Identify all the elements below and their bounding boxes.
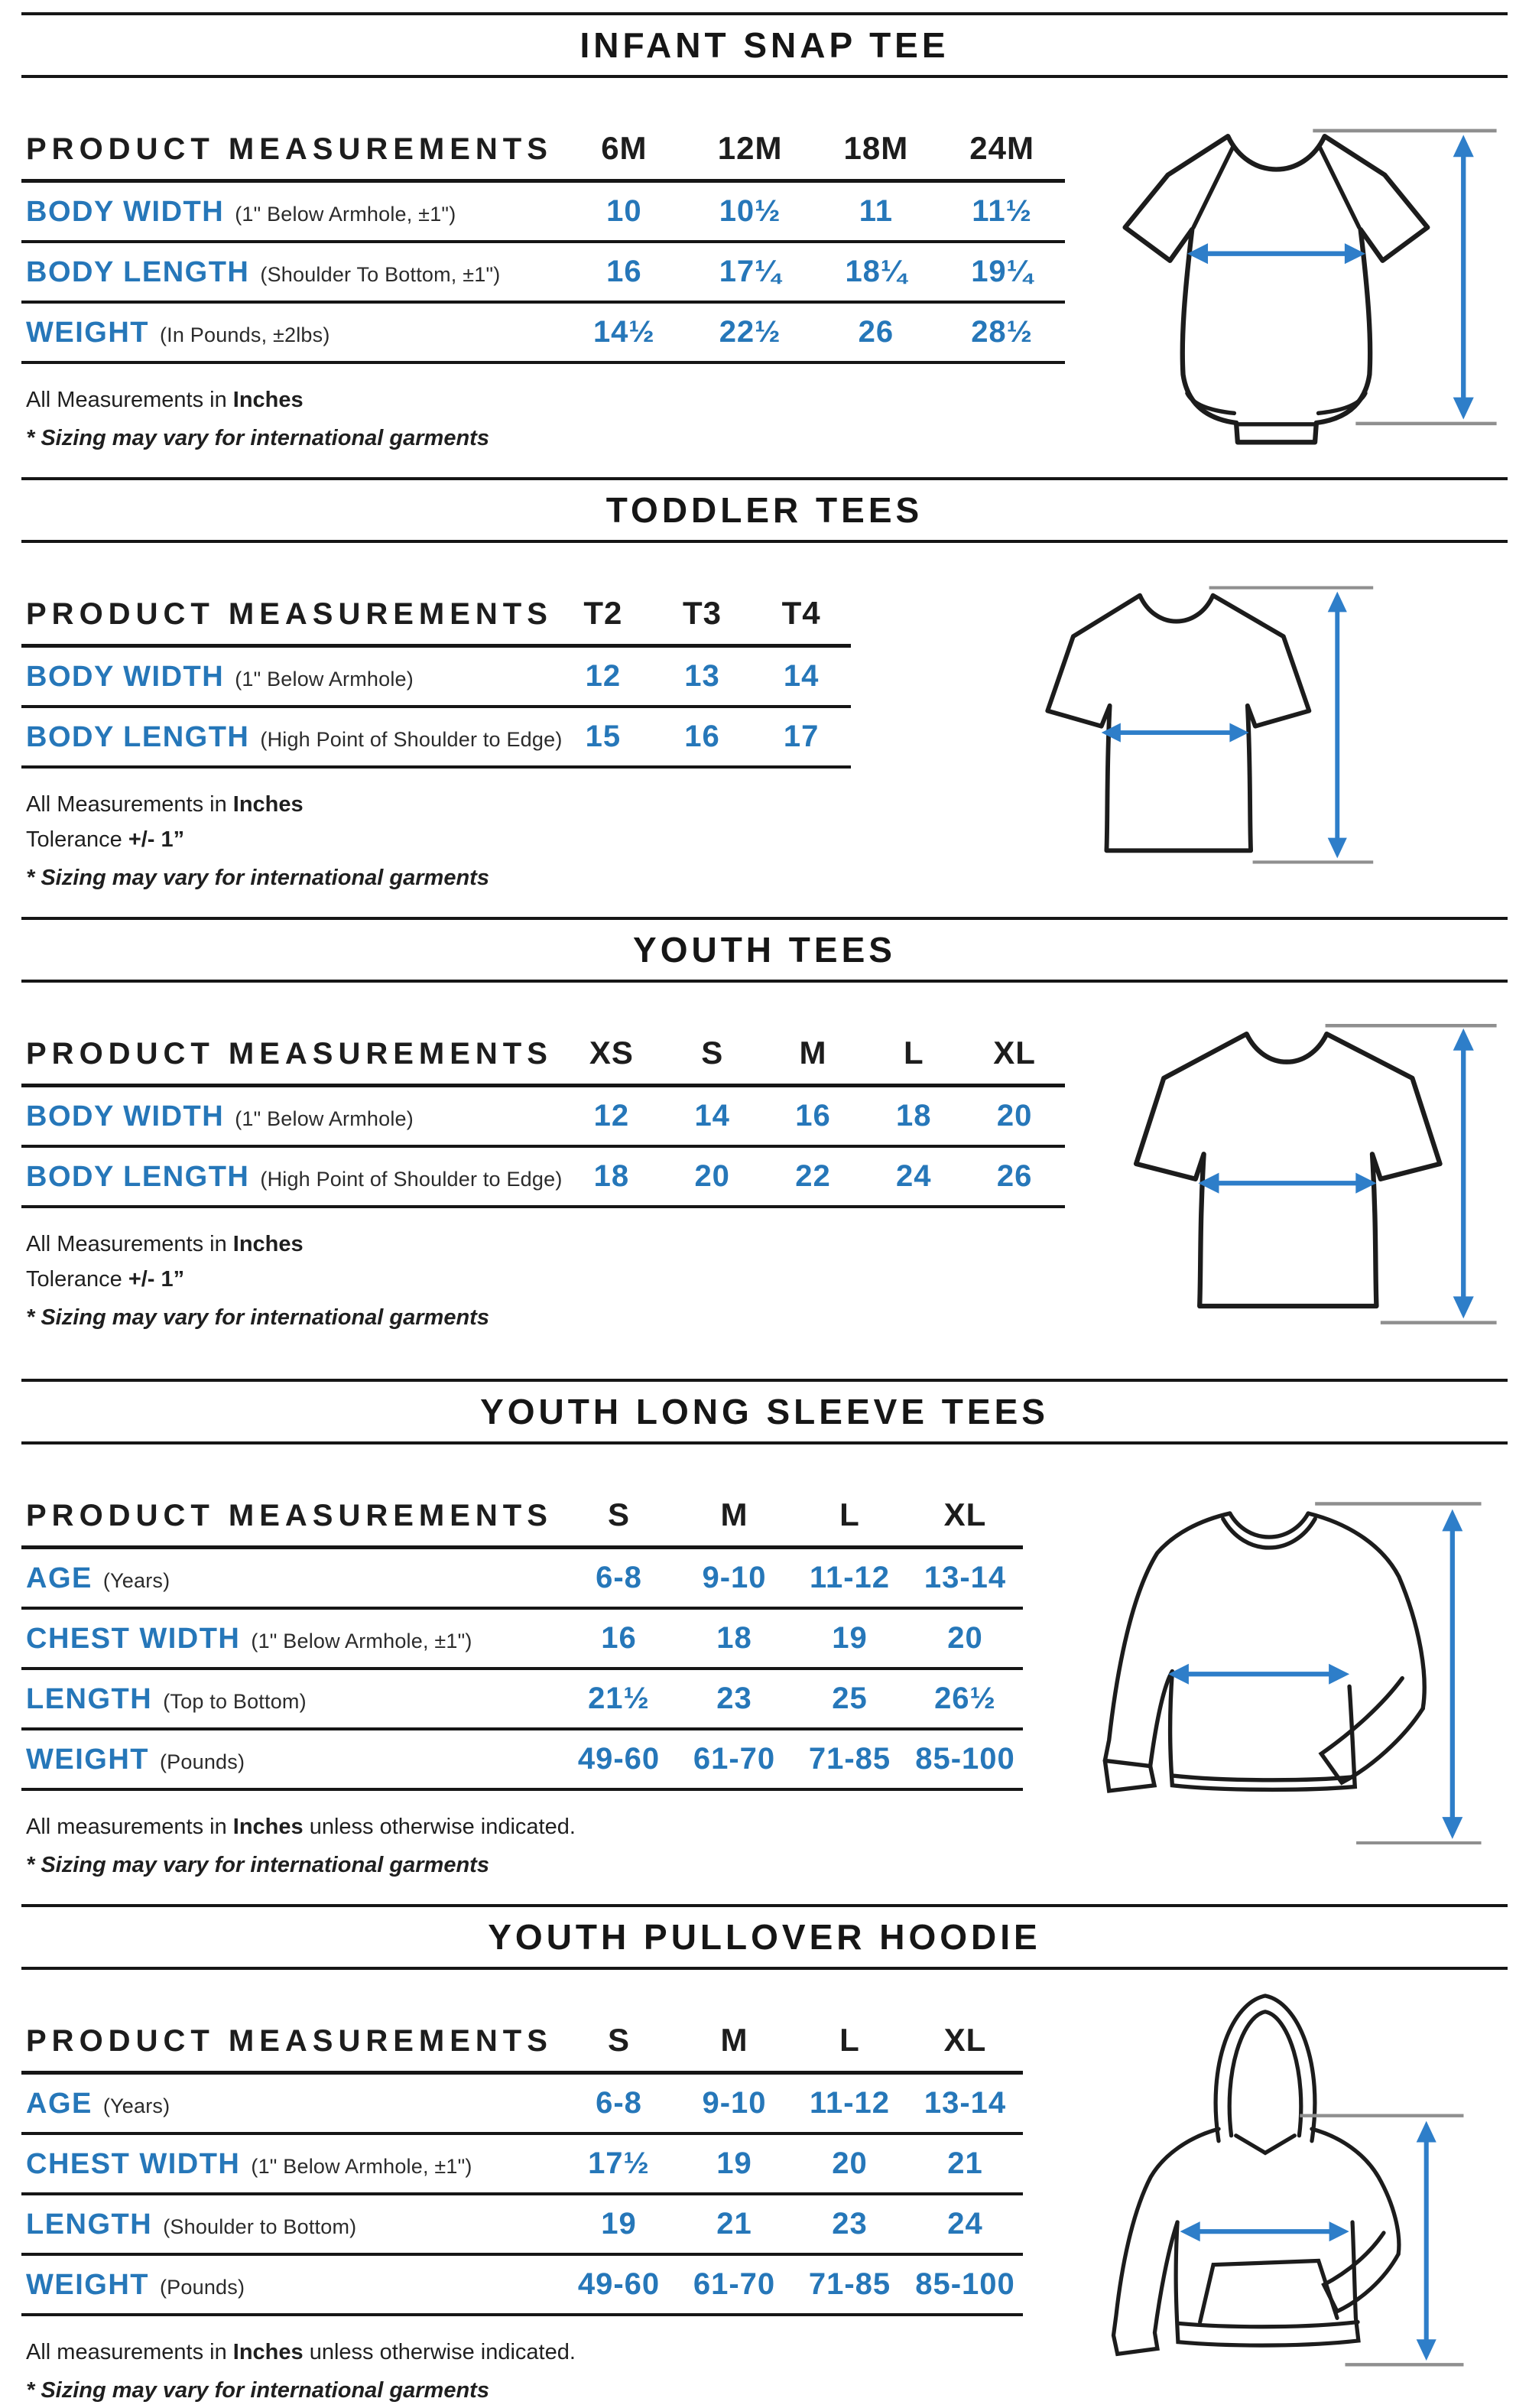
section-title: YOUTH TEES [633, 930, 896, 970]
row-label: BODY LENGTH [26, 1161, 250, 1193]
size-value: 21 [947, 2146, 983, 2180]
size-value: 17½ [588, 2146, 650, 2180]
row-label-cell [26, 1100, 561, 1133]
size-value: 85-100 [915, 1742, 1015, 1776]
size-value: 16 [795, 1099, 831, 1133]
size-value: 24 [947, 2207, 983, 2241]
measurements-header-label: PRODUCT MEASUREMENTS [26, 1037, 553, 1071]
row-label-cell [26, 1161, 561, 1194]
row-label-cell [26, 661, 553, 694]
footnotes [21, 787, 851, 895]
table-row [21, 304, 1065, 364]
size-value: 16 [606, 255, 642, 288]
row-note: (Pounds) [159, 1750, 245, 1773]
tshirt-illustration [1065, 998, 1508, 1357]
size-value: 18 [716, 1621, 752, 1655]
size-value: 13 [684, 659, 720, 693]
section-title: INFANT SNAP TEE [579, 25, 950, 65]
row-note: (Shoulder To Bottom, ±1") [260, 263, 501, 286]
tshirt-illustration [851, 558, 1508, 892]
table-header-row [21, 121, 1065, 183]
sizing-note: * Sizing may vary for international garments [26, 2378, 489, 2403]
size-value: 17 [783, 720, 820, 753]
bent-forearm-outline [1321, 1678, 1423, 1783]
size-value: 28½ [971, 315, 1034, 349]
size-value: 14 [694, 1099, 730, 1133]
table-row [21, 2195, 1023, 2256]
table-header-row [21, 586, 851, 648]
size-value: 61-70 [693, 2267, 776, 2301]
size-value: 12 [585, 659, 622, 693]
table-row [21, 183, 1065, 243]
size-value: 25 [832, 1682, 868, 1715]
size-value: 16 [684, 720, 720, 753]
size-column-header: T4 [781, 595, 821, 631]
row-label-cell [26, 1683, 561, 1716]
size-column-header: T2 [583, 595, 623, 631]
section-toddler-tees [21, 477, 1508, 895]
table-row [21, 708, 851, 769]
size-value: 26½ [934, 1682, 996, 1715]
size-column-header: L [839, 2022, 860, 2058]
row-note: (1" Below Armhole, ±1") [251, 1630, 472, 1652]
garment-outline [1047, 596, 1309, 851]
measurements-header-label: PRODUCT MEASUREMENTS [26, 597, 553, 631]
size-value: 11-12 [809, 2086, 891, 2120]
row-note: (Pounds) [159, 2276, 245, 2299]
row-label-cell [26, 2208, 561, 2241]
row-note: (1" Below Armhole) [235, 668, 414, 691]
table-header-row [21, 1025, 1065, 1087]
section-title-band [21, 477, 1508, 543]
hem-band-line [1178, 2322, 1358, 2327]
footnotes [21, 1227, 1065, 1335]
section-title: TODDLER TEES [605, 490, 924, 530]
row-note: (Years) [102, 1569, 170, 1592]
size-value: 16 [601, 1621, 637, 1655]
size-value: 49-60 [577, 2267, 661, 2301]
size-value: 11 [859, 194, 894, 228]
size-column-header: L [839, 1496, 860, 1532]
size-value: 49-60 [577, 1742, 661, 1776]
row-note: (High Point of Shoulder to Edge) [260, 1168, 563, 1191]
measurements-header-label: PRODUCT MEASUREMENTS [26, 2024, 553, 2058]
bent-forearm-outline [1324, 2233, 1399, 2312]
size-value: 21 [716, 2207, 752, 2241]
table-row [21, 1148, 1065, 1208]
size-value: 10 [606, 194, 642, 228]
section-title-band [21, 12, 1508, 78]
size-value: 9-10 [702, 2086, 767, 2120]
measurements-table [21, 1025, 1065, 1335]
row-label: WEIGHT [26, 1743, 149, 1776]
row-note: (1" Below Armhole, ±1") [251, 2155, 472, 2178]
row-label: CHEST WIDTH [26, 2148, 241, 2180]
size-value: 6-8 [596, 2086, 642, 2120]
units-note: All Measurements in Inches [26, 792, 304, 817]
size-value: 18¼ [845, 255, 907, 288]
size-column-header: 12M [717, 130, 783, 166]
size-column-header: L [903, 1035, 924, 1071]
cuff-line-left [1105, 1760, 1150, 1766]
hem-inner-line [1174, 1776, 1352, 1780]
table-header-row [21, 2013, 1023, 2075]
units-note: All measurements in Inches unless otherwise indicated. [26, 2340, 576, 2364]
measurements-header-label: PRODUCT MEASUREMENTS [26, 132, 553, 166]
size-value: 71-85 [808, 2267, 891, 2301]
size-value: 19 [832, 1621, 868, 1655]
row-label: BODY WIDTH [26, 1100, 225, 1133]
row-label-cell [26, 317, 561, 349]
table-row [21, 1087, 1065, 1148]
table-row [21, 1610, 1023, 1670]
row-label-cell [26, 721, 563, 754]
section-title-band [21, 1379, 1508, 1444]
size-column-header: M [720, 2022, 748, 2058]
row-label: WEIGHT [26, 2269, 149, 2301]
row-note: (High Point of Shoulder to Edge) [260, 728, 563, 751]
size-value: 18 [896, 1099, 932, 1133]
long-sleeve-illustration [1023, 1460, 1508, 1844]
size-value: 24 [896, 1159, 932, 1193]
size-column-header: XL [943, 2022, 987, 2058]
size-value: 11-12 [809, 1561, 891, 1594]
size-value: 20 [947, 1621, 983, 1655]
size-value: 18 [593, 1159, 630, 1193]
table-row [21, 1549, 1023, 1610]
chest-width-arrow [1180, 2221, 1349, 2241]
row-label-cell [26, 256, 561, 289]
size-value: 20 [832, 2146, 868, 2180]
garment-outline [1125, 136, 1427, 442]
left-sleeve-outline [1105, 1513, 1229, 1791]
sizing-note: * Sizing may vary for international garments [26, 1853, 489, 1877]
row-note: (Shoulder to Bottom) [163, 2215, 357, 2238]
sizing-note: * Sizing may vary for international garments [26, 866, 489, 890]
size-value: 26 [858, 315, 894, 349]
row-label: LENGTH [26, 1683, 153, 1715]
row-label: WEIGHT [26, 317, 149, 349]
section-youth-long-sleeve-tees [21, 1379, 1508, 1883]
size-column-header: 18M [843, 130, 909, 166]
size-column-header: S [607, 2022, 630, 2058]
size-value: 9-10 [702, 1561, 767, 1594]
size-value: 13-14 [924, 2086, 1007, 2120]
row-label: CHEST WIDTH [26, 1623, 241, 1655]
section-youth-tees [21, 917, 1508, 1357]
hood-inner-line [1229, 2012, 1301, 2136]
hood-v-line [1236, 2136, 1295, 2153]
size-column-header: M [799, 1035, 827, 1071]
row-label-cell [26, 1743, 561, 1776]
hoodie-illustration [1023, 1985, 1508, 2371]
size-value: 12 [593, 1099, 630, 1133]
size-value: 20 [694, 1159, 730, 1193]
size-value: 22 [795, 1159, 831, 1193]
size-value: 23 [716, 1682, 752, 1715]
footnotes [21, 1809, 1023, 1883]
size-value: 10½ [719, 194, 781, 228]
size-value: 6-8 [596, 1561, 642, 1594]
right-sleeve-outline [1312, 2129, 1399, 2254]
size-value: 14 [783, 659, 820, 693]
chest-width-arrow [1167, 1664, 1349, 1685]
onesie-illustration [1065, 93, 1508, 453]
row-label: BODY WIDTH [26, 196, 225, 228]
footnotes [21, 382, 1065, 456]
size-column-header: M [720, 1496, 748, 1532]
section-youth-pullover-hoodie [21, 1904, 1508, 2408]
size-column-header: S [607, 1496, 630, 1532]
size-value: 71-85 [808, 1742, 891, 1776]
row-label-cell [26, 2269, 561, 2302]
table-header-row [21, 1487, 1023, 1549]
table-row [21, 2075, 1023, 2135]
section-infant-snap-tee [21, 12, 1508, 456]
row-label-cell [26, 1623, 561, 1656]
row-label: BODY WIDTH [26, 661, 225, 693]
units-note: All Measurements in Inches [26, 1232, 304, 1256]
row-label-cell [26, 2148, 561, 2181]
body-outline [1170, 1672, 1355, 1790]
units-note: All Measurements in Inches [26, 388, 304, 412]
section-title: YOUTH LONG SLEEVE TEES [480, 1392, 1049, 1431]
row-label-cell [26, 1562, 561, 1595]
table-row [21, 648, 851, 708]
length-arrow [1300, 2116, 1463, 2365]
row-note: (Top to Bottom) [163, 1690, 307, 1713]
measurements-table [21, 121, 1065, 456]
size-value: 22½ [719, 315, 781, 349]
footnotes [21, 2335, 1023, 2408]
row-note: (Years) [102, 2094, 170, 2117]
size-value: 85-100 [915, 2267, 1015, 2301]
left-sleeve-outline [1113, 2129, 1219, 2354]
size-column-header: S [701, 1035, 724, 1071]
sizing-note: * Sizing may vary for international garments [26, 426, 489, 450]
size-value: 21½ [588, 1682, 650, 1715]
kangaroo-pocket [1200, 2260, 1337, 2322]
size-value: 17¼ [719, 255, 781, 288]
table-row [21, 2256, 1023, 2316]
section-title-band [21, 1904, 1508, 1970]
size-value: 14½ [592, 315, 655, 349]
garment-outline [1136, 1034, 1440, 1306]
right-sleeve-outline [1308, 1513, 1424, 1708]
row-label: BODY LENGTH [26, 256, 250, 288]
row-note: (In Pounds, ±2lbs) [159, 323, 330, 346]
section-title: YOUTH PULLOVER HOODIE [488, 1917, 1041, 1957]
size-value: 15 [585, 720, 622, 753]
table-row [21, 2135, 1023, 2195]
size-value: 61-70 [693, 1742, 776, 1776]
units-note: All measurements in Inches unless otherwise indicated. [26, 1815, 576, 1839]
size-value: 19 [601, 2207, 637, 2241]
size-column-header: 24M [969, 130, 1034, 166]
size-value: 11½ [972, 194, 1032, 228]
measurements-table [21, 586, 851, 895]
size-column-header: T3 [682, 595, 722, 631]
row-label-cell [26, 2088, 561, 2120]
table-row [21, 243, 1065, 304]
row-label: AGE [26, 1562, 93, 1594]
collar-outline [1229, 1513, 1307, 1537]
size-value: 20 [996, 1099, 1033, 1133]
measurements-header-label: PRODUCT MEASUREMENTS [26, 1499, 553, 1532]
size-value: 19¼ [971, 255, 1034, 288]
size-column-header: 6M [601, 130, 648, 166]
tolerance-note: Tolerance +/- 1” [26, 1267, 185, 1292]
sizing-note: * Sizing may vary for international garments [26, 1305, 489, 1330]
size-value: 26 [996, 1159, 1033, 1193]
size-value: 23 [832, 2207, 868, 2241]
row-note: (1" Below Armhole) [235, 1107, 414, 1130]
row-note: (1" Below Armhole, ±1") [235, 203, 456, 226]
size-column-header: XL [943, 1496, 987, 1532]
table-row [21, 1730, 1023, 1791]
table-row [21, 1670, 1023, 1730]
row-label: BODY LENGTH [26, 721, 250, 753]
size-value: 19 [716, 2146, 752, 2180]
section-title-band [21, 917, 1508, 983]
tolerance-note: Tolerance +/- 1” [26, 827, 185, 852]
row-label: LENGTH [26, 2208, 153, 2241]
measurements-table [21, 1487, 1023, 1883]
measurements-table [21, 2013, 1023, 2408]
size-column-header: XS [589, 1035, 634, 1071]
size-column-header: XL [993, 1035, 1036, 1071]
size-value: 13-14 [924, 1561, 1007, 1594]
row-label: AGE [26, 2088, 93, 2120]
row-label-cell [26, 196, 561, 229]
